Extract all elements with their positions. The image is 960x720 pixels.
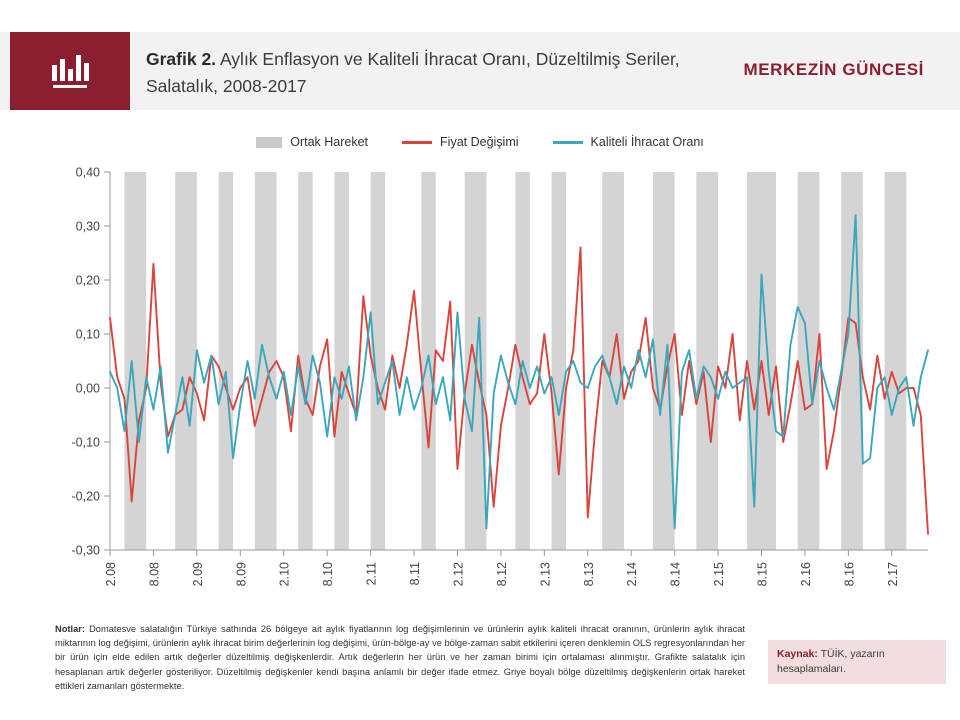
source-text: TÜİK, yazarın hesaplamaları. (777, 648, 885, 675)
legend-swatch-price-icon (402, 141, 432, 144)
shaded-band (653, 172, 675, 550)
shaded-band (298, 172, 312, 550)
x-tick-label: 8.11 (408, 562, 423, 586)
y-tick-label: -0,30 (71, 543, 100, 558)
x-tick-label: 2.11 (364, 562, 379, 586)
chart-notes (55, 622, 745, 693)
x-tick-label: 8.16 (842, 562, 857, 587)
legend-swatch-export-icon (553, 141, 583, 144)
shaded-band (552, 172, 566, 550)
y-tick-label: -0,20 (71, 489, 100, 504)
chart-plot-area (0, 160, 960, 600)
legend-label-price: Fiyat Değişimi (440, 135, 519, 149)
brand-title: MERKEZİN GÜNCESİ (743, 60, 924, 79)
x-tick-label: 2.16 (798, 562, 813, 587)
legend-item-export (553, 135, 704, 149)
x-tick-label: 2.13 (538, 562, 553, 587)
chart-legend (0, 135, 960, 149)
x-tick-label: 8.15 (755, 562, 770, 587)
x-tick-label: 8.08 (147, 562, 162, 587)
shaded-band (219, 172, 233, 550)
notes-text: Domatesve salatalığın Türkiye sathında 26 bölgeye ait aylık fiyatlarının log değişimlerinin ve ürünlerin aylık kaliteli ihracat oranının, ürünlerin aylık ihracat miktarının log değişimi, ürünlerin aylık ihracat birim değerlerinin log değişimi, ürün-bölge-ay ve bölge-zaman sabit etkilerini içeren denklemin OLS regresyonlarından her bir ürün için elde edilen artık değerler düzeltilmiş değişkenlerdir. Artık değerlerin her ürün ve her zaman birimi için ortalaması alınmıştır. Grafikte salatalık için hesaplanan artık değerler gösteriliyor. Düzeltilmiş değişkenler kendi başına anlamlı bir değer ifade etmez. Griye boyalı bölge düzeltilmiş değişkenlerin ortak hareket ettikleri zamanları göstermekte. (55, 624, 745, 691)
legend-item-price (402, 135, 519, 149)
shaded-band (696, 172, 718, 550)
page-title-text: Aylık Enflasyon ve Kaliteli İhracat Oranı, Düzeltilmiş Seriler, Salatalık, 2008-2017 (146, 49, 680, 96)
chart-header (0, 32, 960, 110)
x-tick-label: 2.14 (625, 562, 640, 587)
shaded-band (124, 172, 146, 550)
line-chart (0, 160, 960, 600)
page-title-label: Grafik 2. (146, 49, 217, 69)
x-tick-label: 8.14 (668, 562, 683, 587)
y-tick-label: 0,30 (75, 219, 100, 234)
page-title (146, 46, 706, 100)
legend-label-export: Kaliteli İhracat Oranı (590, 135, 704, 149)
logo-box (10, 32, 130, 110)
x-tick-label: 8.09 (234, 562, 249, 587)
y-tick-label: 0,00 (75, 381, 100, 396)
x-tick-label: 8.13 (581, 562, 596, 587)
x-tick-label: 2.15 (712, 562, 727, 587)
shaded-band (334, 172, 348, 550)
source-label: Kaynak: (777, 648, 818, 660)
x-tick-label: 2.08 (104, 562, 118, 587)
x-tick-label: 2.12 (451, 562, 466, 587)
y-tick-label: 0,10 (75, 327, 100, 342)
x-tick-label: 8.10 (321, 562, 336, 587)
legend-item-band (256, 135, 368, 149)
x-tick-label: 8.12 (494, 562, 509, 587)
shaded-band (175, 172, 197, 550)
y-tick-label: -0,10 (71, 435, 100, 450)
y-tick-label: 0,40 (75, 165, 100, 180)
y-tick-label: 0,20 (75, 273, 100, 288)
notes-label: Notlar: (55, 624, 85, 634)
bar-chart-logo-icon (52, 55, 89, 88)
x-tick-label: 2.10 (277, 562, 292, 587)
shaded-band (885, 172, 907, 550)
source-box (768, 640, 946, 684)
legend-label-band: Ortak Hareket (290, 135, 369, 149)
x-tick-label: 2.17 (885, 562, 900, 587)
x-tick-label: 2.09 (190, 562, 205, 587)
legend-swatch-band-icon (256, 137, 282, 148)
